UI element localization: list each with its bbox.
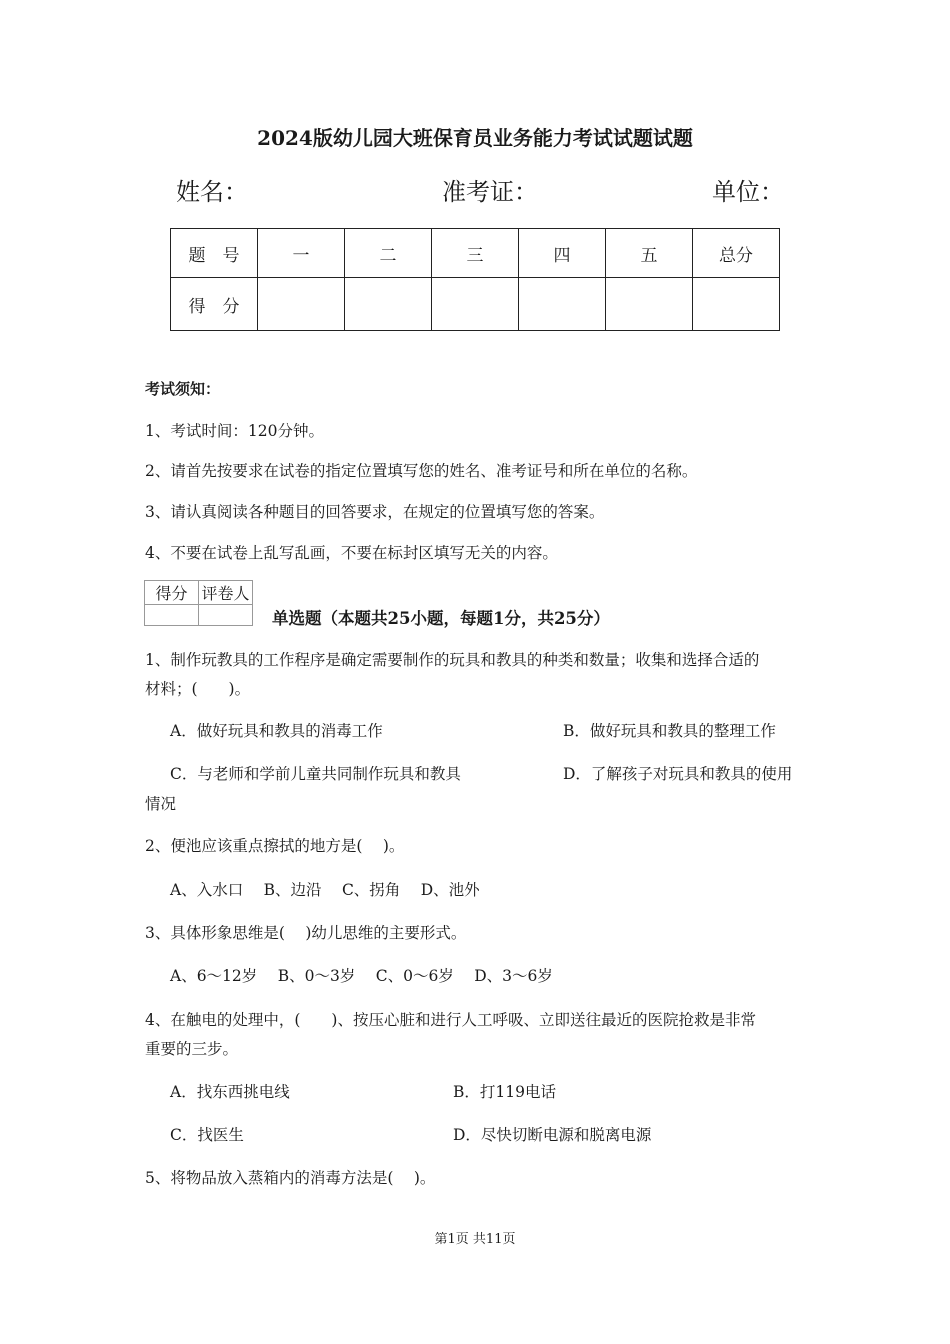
grader-box [144,580,253,626]
score-table-score-row [171,278,780,331]
question-1-option-a[interactable]: A．做好玩具和教具的消毒工作 [170,722,383,740]
score-entry-cell[interactable] [258,278,345,331]
question-5-stem: 5、将物品放入蒸箱内的消毒方法是( )。 [145,1169,436,1187]
page-title: 2024版幼儿园大班保育员业务能力考试试题试题 [257,126,693,150]
name-field-label: 姓名： [176,178,248,206]
unit-field-label: 单位： [712,178,784,206]
exam-note-item: 1、考试时间：120分钟。 [145,422,324,440]
question-2-stem: 2、便池应该重点擦拭的地方是( )。 [145,837,405,855]
section-heading: 单选题（本题共25小题，每题1分，共25分） [272,609,610,628]
score-table-header-row [171,229,780,278]
question-4-option-c[interactable]: C．找医生 [170,1126,244,1144]
question-4-option-a[interactable]: A．找东西挑电线 [170,1083,290,1101]
grader-box-score-cell[interactable] [145,605,199,626]
exam-number-field-label: 准考证： [442,178,538,206]
score-table-header-cell: 三 [432,229,519,278]
score-table-header-cell: 四 [519,229,606,278]
score-table-header-cell: 总分 [693,229,780,278]
score-table-header-cell: 一 [258,229,345,278]
score-table-header-cell: 二 [345,229,432,278]
question-2-options[interactable]: A、入水口 B、边沿 C、拐角 D、池外 [170,881,480,899]
score-table-header-cell: 题 号 [171,229,258,278]
question-1-option-d[interactable]: D．了解孩子对玩具和教具的使用 [563,765,793,783]
score-entry-cell[interactable] [693,278,780,331]
score-table-header-cell: 五 [606,229,693,278]
question-4-stem-cont: 重要的三步。 [145,1040,239,1058]
question-1-option-d-cont: 情况 [145,795,177,813]
page-footer: 第1页 共11页 [434,1232,516,1247]
grader-box-score-label: 得分 [145,581,199,605]
question-4-option-b[interactable]: B．打119电话 [453,1083,556,1101]
exam-note-item: 2、请首先按要求在试卷的指定位置填写您的姓名、准考证号和所在单位的名称。 [145,462,698,480]
grader-box-grader-label: 评卷人 [199,581,253,605]
question-1-stem: 1、制作玩教具的工作程序是确定需要制作的玩具和教具的种类和数量；收集和选择合适的 [145,651,760,669]
question-3-options[interactable]: A、6～12岁 B、0～3岁 C、0～6岁 D、3～6岁 [170,967,553,985]
exam-note-item: 4、不要在试卷上乱写乱画，不要在标封区填写无关的内容。 [145,544,558,562]
question-1-stem-cont: 材料；( )。 [145,680,251,698]
question-4-option-d[interactable]: D．尽快切断电源和脱离电源 [453,1126,652,1144]
score-entry-cell[interactable] [519,278,606,331]
score-entry-cell[interactable] [432,278,519,331]
question-1-option-c[interactable]: C．与老师和学前儿童共同制作玩具和教具 [170,765,461,783]
exam-note-item: 3、请认真阅读各种题目的回答要求，在规定的位置填写您的答案。 [145,503,605,521]
score-entry-cell[interactable] [345,278,432,331]
score-entry-cell[interactable] [606,278,693,331]
question-3-stem: 3、具体形象思维是( )幼儿思维的主要形式。 [145,924,467,942]
exam-notes-heading: 考试须知： [145,380,221,398]
score-table [170,228,780,331]
question-1-option-b[interactable]: B．做好玩具和教具的整理工作 [563,722,776,740]
question-4-stem: 4、在触电的处理中，( )、按压心脏和进行人工呼吸、立即送往最近的医院抢救是非常 [145,1011,756,1029]
score-table-row-label: 得 分 [171,278,258,331]
grader-box-grader-cell[interactable] [199,605,253,626]
